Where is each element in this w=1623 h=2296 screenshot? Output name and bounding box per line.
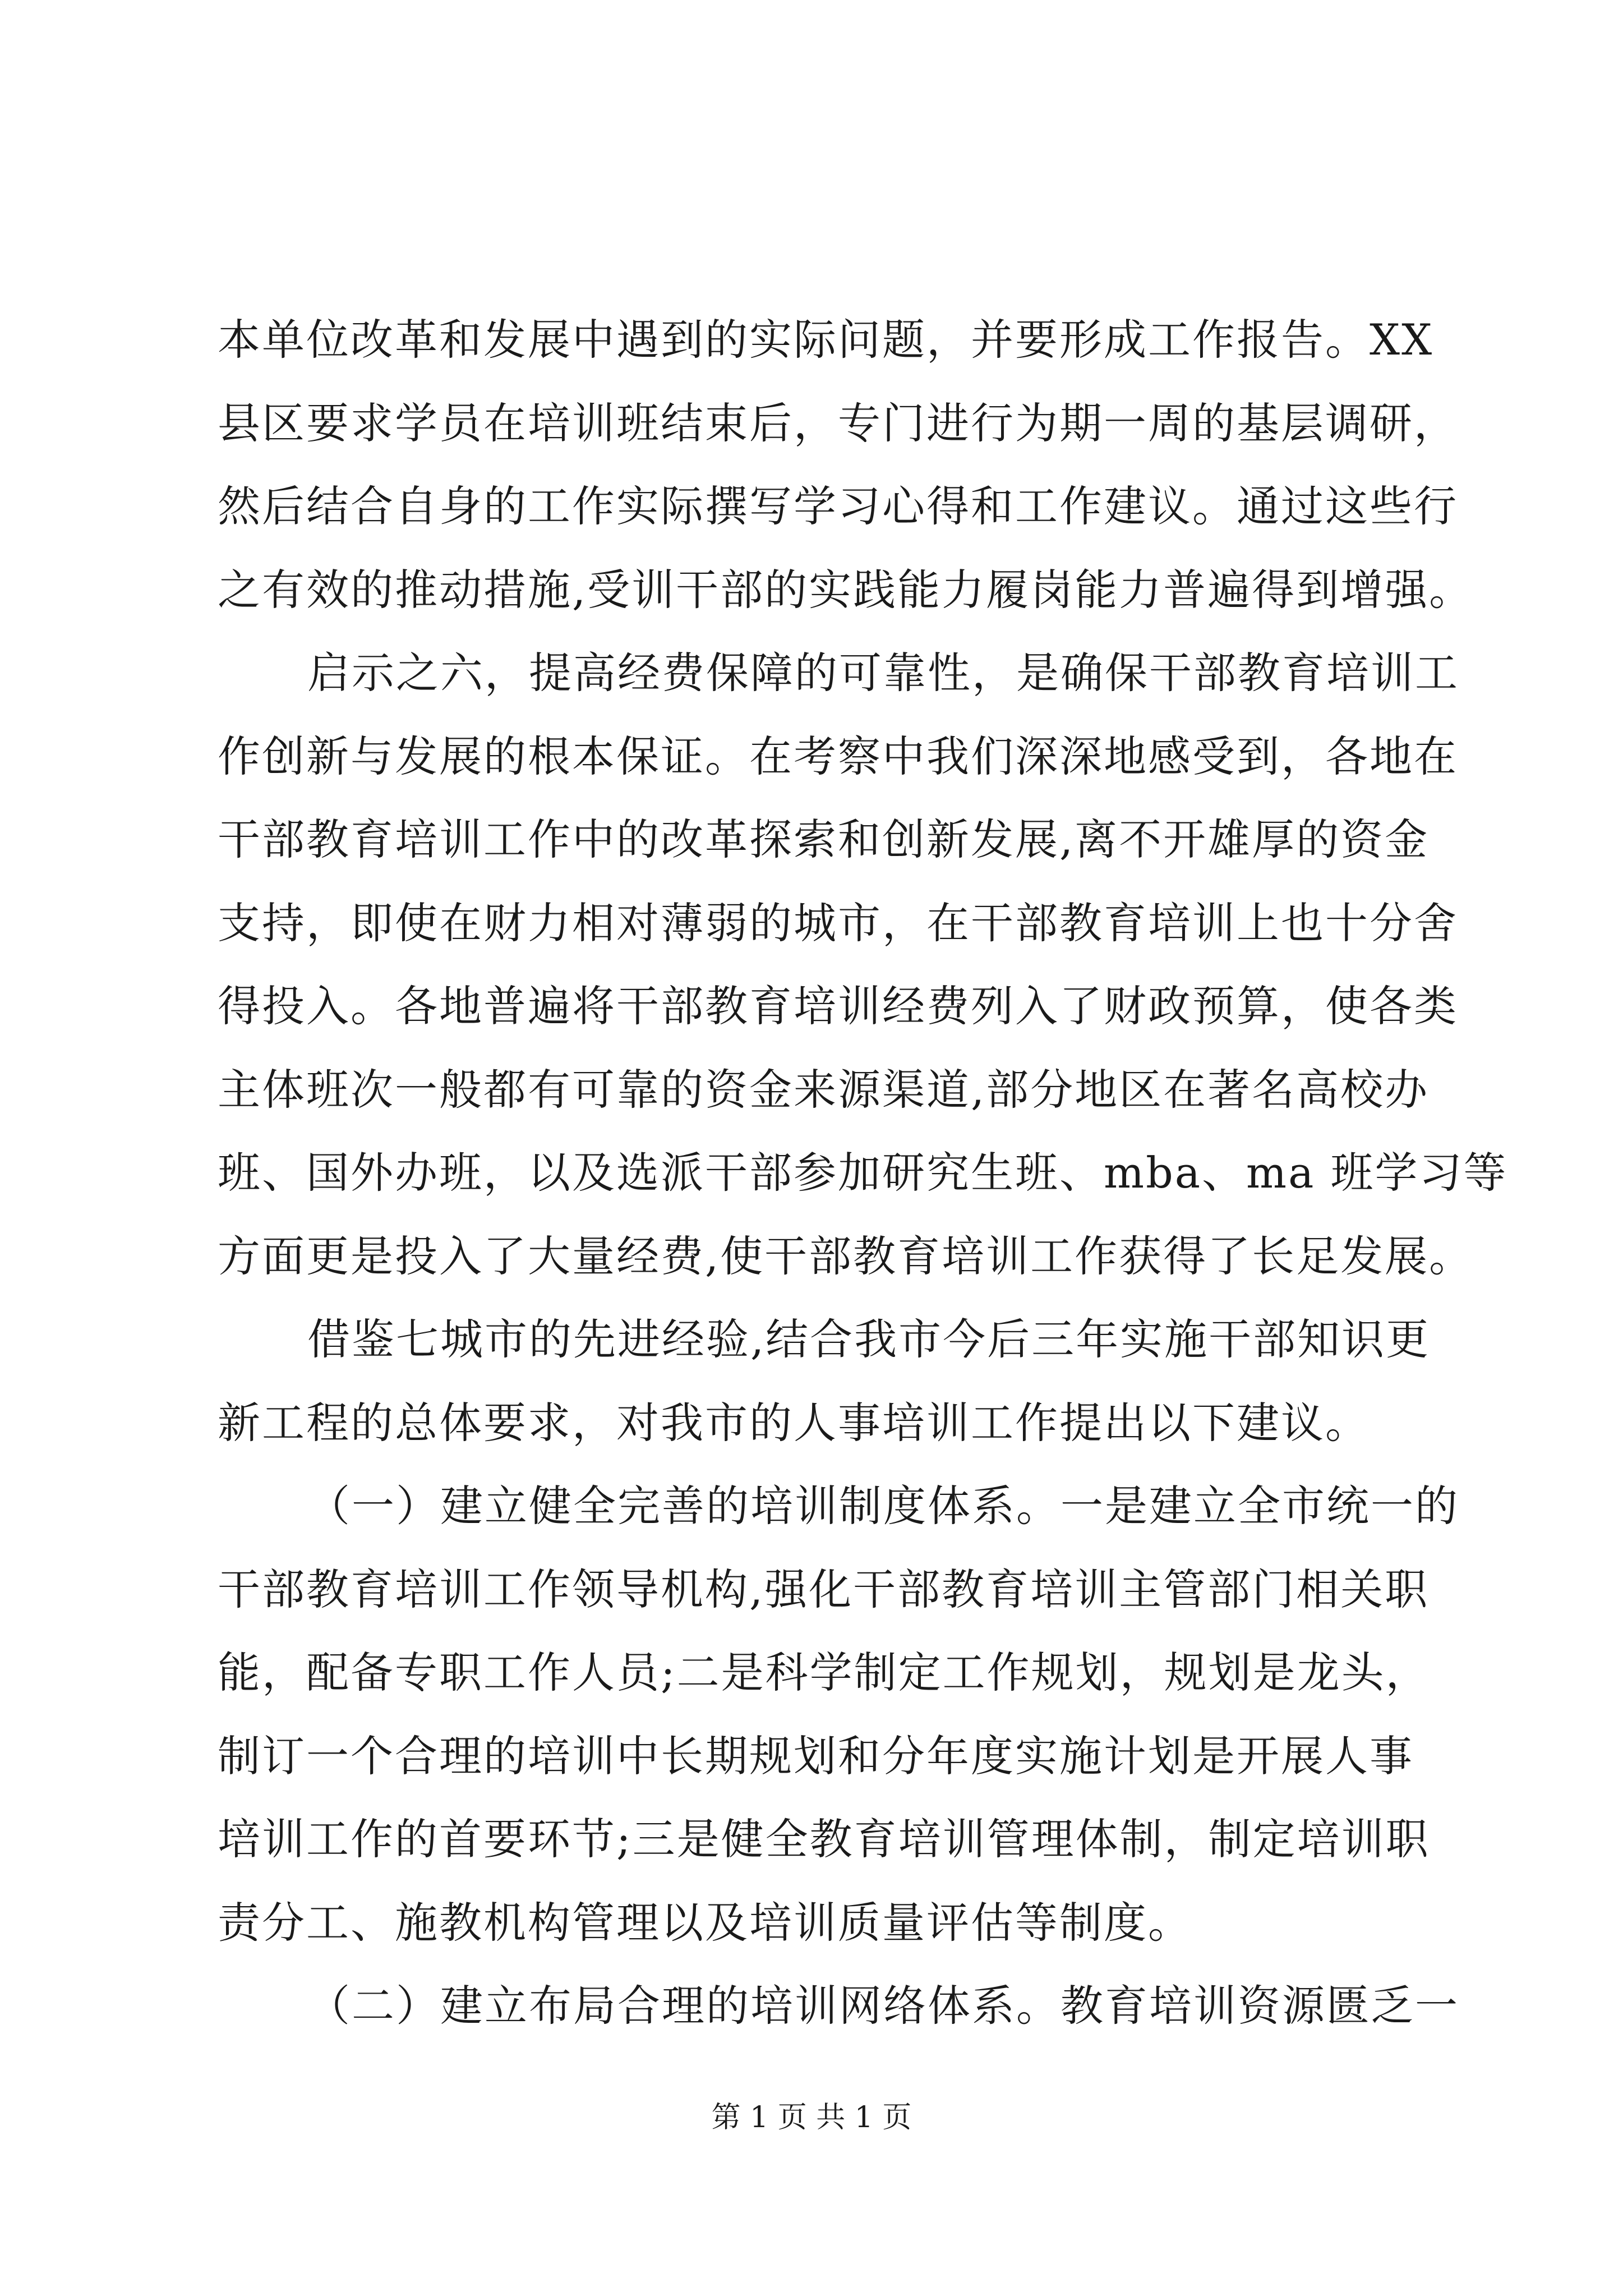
text-line: 培训工作的首要环节;三是健全教育培训管理体制，制定培训职 (218, 1814, 1430, 1864)
text-line: 启示之六，提高经费保障的可靠性，是确保干部教育培训工 (307, 648, 1459, 698)
text-line: （一）建立健全完善的培训制度体系。一是建立全市统一的 (307, 1481, 1459, 1531)
text-line: 干部教育培训工作中的改革探索和创新发展,离不开雄厚的资金 (218, 815, 1430, 864)
text-line: 之有效的推动措施,受训干部的实践能力履岗能力普遍得到增强。 (218, 564, 1474, 615)
text-line: 能，配备专职工作人员;二是科学制定工作规划，规划是龙头， (218, 1648, 1430, 1697)
document-body (218, 298, 1508, 2048)
text-line: 班、国外办班，以及选派干部参加研究生班、mba、ma 班学习等 (218, 1148, 1508, 1198)
text-line: 支持，即使在财力相对薄弱的城市，在干部教育培训上也十分舍 (218, 898, 1458, 948)
text-line: 借鉴七城市的先进经验,结合我市今后三年实施干部知识更 (307, 1314, 1431, 1364)
text-line: 制订一个合理的培训中长期规划和分年度实施计划是开展人事 (218, 1731, 1414, 1781)
text-line: 本单位改革和发展中遇到的实际问题，并要形成工作报告。XX (218, 315, 1434, 365)
text-line: 方面更是投入了大量经费,使干部教育培训工作获得了长足发展。 (218, 1231, 1474, 1281)
text-line: 县区要求学员在培训班结束后，专门进行为期一周的基层调研， (218, 398, 1458, 448)
text-line: （二）建立布局合理的培训网络体系。教育培训资源匮乏一 (307, 1981, 1459, 2031)
page-footer: 第 1 页 共 1 页 (711, 2101, 912, 2134)
text-line: 主体班次一般都有可靠的资金来源渠道,部分地区在著名高校办 (218, 1064, 1430, 1115)
text-line: 作创新与发展的根本保证。在考察中我们深深地感受到，各地在 (218, 731, 1458, 781)
text-line: 责分工、施教机构管理以及培训质量评估等制度。 (218, 1897, 1192, 1948)
text-line: 得投入。各地普遍将干部教育培训经费列入了财政预算，使各类 (218, 981, 1458, 1031)
text-line: 干部教育培训工作领导机构,强化干部教育培训主管部门相关职 (218, 1564, 1430, 1614)
text-line: 然后结合自身的工作实际撰写学习心得和工作建议。通过这些行 (218, 481, 1458, 531)
text-line: 新工程的总体要求，对我市的人事培训工作提出以下建议。 (218, 1397, 1370, 1448)
